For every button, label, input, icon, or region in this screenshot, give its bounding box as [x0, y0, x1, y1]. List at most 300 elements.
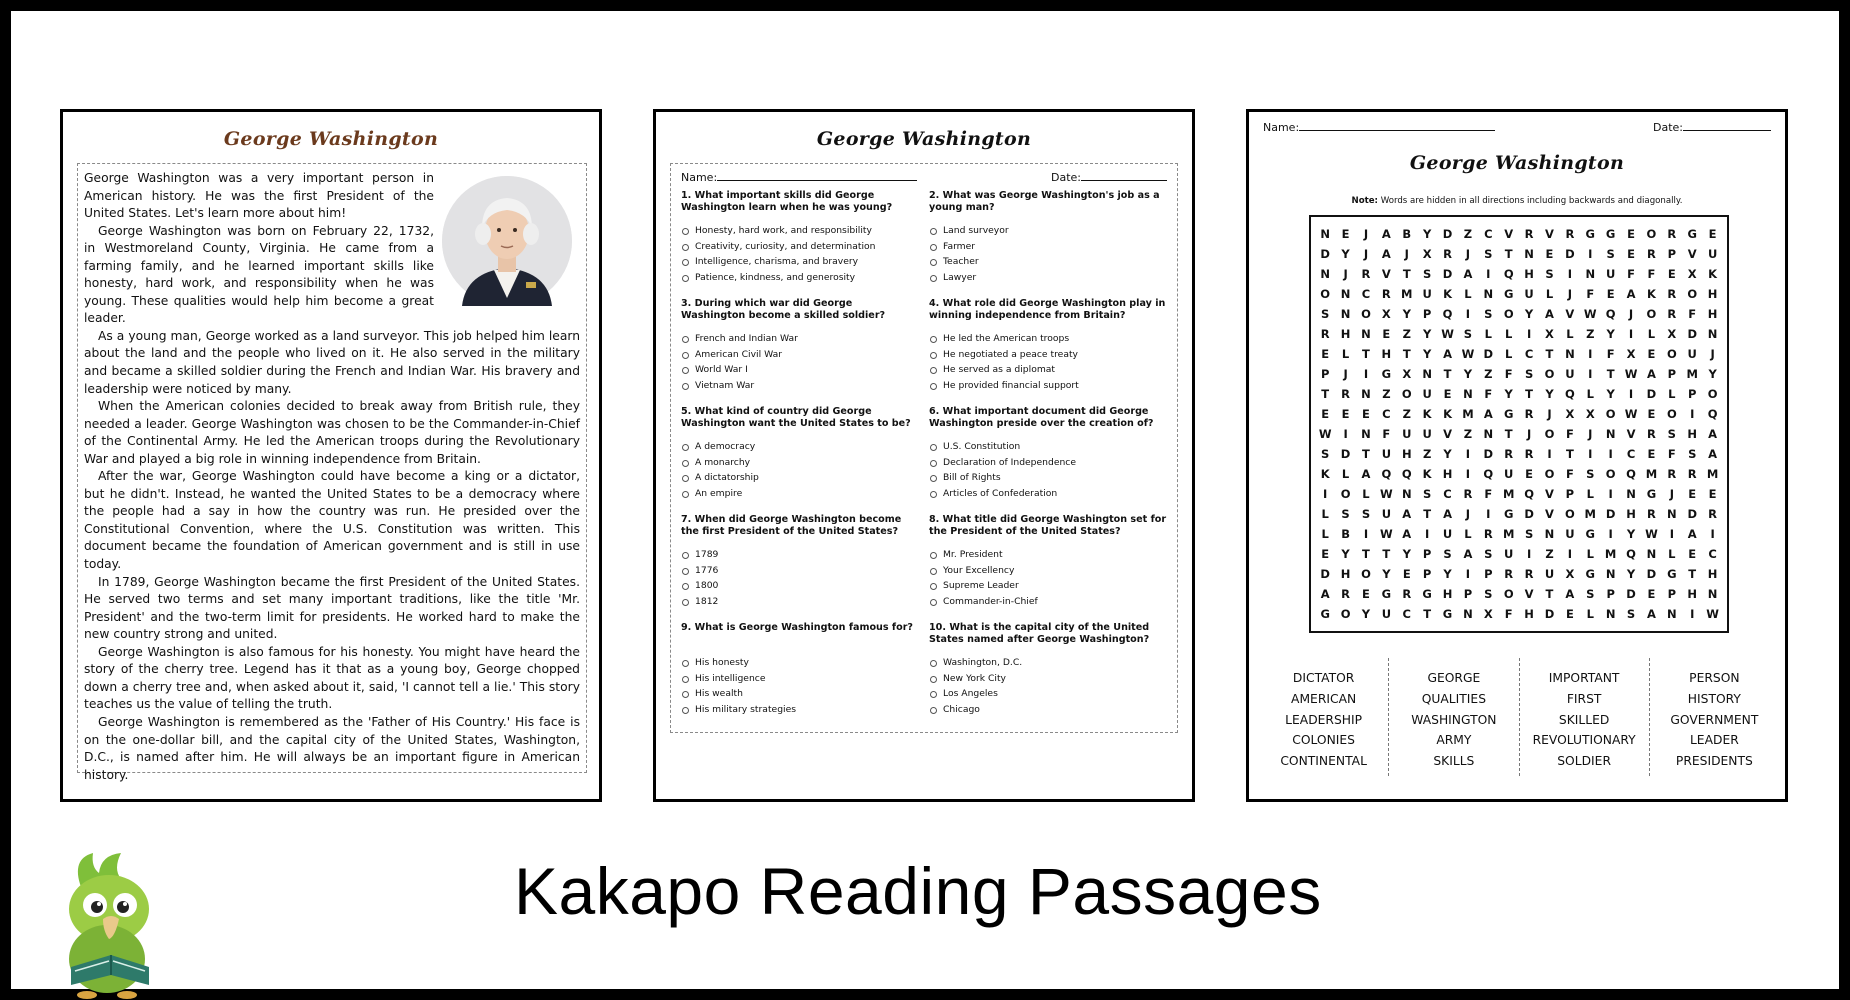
grid-letter: R — [1647, 247, 1656, 261]
grid-letter: H — [1524, 607, 1534, 621]
canvas — [11, 11, 1839, 989]
grid-letter: D — [1646, 567, 1657, 581]
answer-option[interactable]: 1789 — [681, 547, 919, 563]
answer-option[interactable]: Commander-in-Chief — [929, 594, 1167, 610]
grid-letter: R — [1463, 487, 1473, 501]
answer-option[interactable]: He served as a diplomat — [929, 362, 1167, 378]
grid-letter: R — [1524, 447, 1534, 461]
passage-paragraph-6: In 1789, George Washington became the first President of the United States. He served two terms and set many important traditions, like the title 'Mr. President' and the two-term limit for presidents. He worked hard to make the new country strong and united. — [84, 574, 580, 642]
word-bank-word: PERSON — [1689, 671, 1740, 685]
answer-option[interactable]: He negotiated a peace treaty — [929, 347, 1167, 363]
grid-letter: Y — [1402, 547, 1411, 561]
grid-letter: E — [1545, 247, 1554, 261]
grid-letter: P — [1667, 587, 1677, 601]
grid-letter: E — [1362, 407, 1370, 421]
grid-row — [1315, 507, 1723, 527]
grid-letter: U — [1381, 447, 1392, 461]
grid-letter: E — [1341, 407, 1350, 421]
grid-letter: X — [1667, 327, 1677, 341]
grid-letter: O — [1707, 387, 1718, 401]
grid-letter: L — [1321, 527, 1329, 541]
grid-letter: U — [1504, 467, 1514, 481]
answer-option[interactable]: Vietnam War — [681, 378, 919, 394]
grid-letter: O — [1503, 307, 1514, 321]
grid-letter: A — [1646, 367, 1656, 381]
word-bank-word: GOVERNMENT — [1670, 712, 1759, 727]
grid-letter: J — [1567, 287, 1573, 301]
answer-option[interactable]: Articles of Confederation — [929, 486, 1167, 502]
grid-letter: Q — [1483, 467, 1494, 481]
answer-option[interactable]: U.S. Constitution — [929, 439, 1167, 455]
grid-letter: T — [1504, 427, 1513, 441]
grid-letter: A — [1708, 447, 1718, 461]
ws-title: George Washington — [1409, 152, 1625, 174]
grid-letter: I — [1690, 407, 1695, 421]
answer-option[interactable]: American Civil War — [681, 347, 919, 363]
grid-letter: F — [1586, 287, 1595, 301]
grid-letter: Z — [1586, 327, 1595, 341]
word-search-grid — [1309, 215, 1729, 633]
grid-letter: B — [1341, 527, 1350, 541]
grid-letter: V — [1443, 427, 1452, 441]
grid-letter: O — [1646, 227, 1657, 241]
grid-letter: N — [1605, 427, 1616, 441]
grid-letter: D — [1646, 387, 1657, 401]
grid-letter: U — [1422, 427, 1432, 441]
passage-paragraph-5: After the war, George Washington could have become a king or a dictator, but he didn't. Instead, he wanted the United States to be a democracy where the people had a say in how the country was run. He presided over the Constitutional Convention, where the U.S. Constitution was written. This document became the foundation of American government and is still in use today. — [84, 469, 580, 572]
grid-letter: W — [1461, 347, 1475, 361]
answer-options — [681, 547, 919, 609]
answer-option[interactable]: His wealth — [681, 686, 919, 702]
grid-letter: U — [1565, 367, 1575, 381]
grid-letter: V — [1381, 267, 1391, 281]
question-text: 2. What was George Washington's job as a young man? — [929, 190, 1160, 213]
quiz-name-line — [717, 170, 917, 181]
answer-option[interactable]: Supreme Leader — [929, 578, 1167, 594]
grid-letter: J — [1343, 267, 1348, 281]
grid-letter: J — [1363, 227, 1369, 241]
grid-letter: V — [1524, 587, 1534, 601]
grid-letter: L — [1586, 387, 1594, 401]
grid-letter: M — [1502, 527, 1515, 541]
grid-letter: T — [1545, 347, 1554, 361]
grid-letter: S — [1321, 307, 1330, 321]
grid-letter: Y — [1422, 227, 1432, 241]
answer-option[interactable]: Los Angeles — [929, 686, 1167, 702]
grid-letter: E — [1402, 567, 1411, 581]
grid-letter: O — [1666, 347, 1677, 361]
grid-letter: P — [1606, 587, 1615, 601]
grid-letter: O — [1503, 587, 1514, 601]
grid-letter: J — [1588, 427, 1593, 441]
grid-letter: I — [1588, 447, 1593, 461]
grid-letter: U — [1565, 527, 1575, 541]
question-text: 5. What kind of country did George Washington want the United States to be? — [681, 406, 911, 429]
grid-letter: Z — [1545, 547, 1554, 561]
grid-letter: A — [1443, 347, 1452, 361]
passage-paragraph-7: George Washington is also famous for his honesty. You might have heard the story of the cherry tree. Legend has it that as a young boy, George chopped down a cherry tree and, when asked about it, said, 'I cannot tell a lie.' This story teaches us the value of telling the truth. — [84, 644, 580, 712]
grid-letter: R — [1443, 247, 1452, 261]
grid-letter: H — [1687, 427, 1698, 441]
grid-letter: U — [1544, 567, 1555, 581]
grid-letter: I — [1323, 487, 1328, 501]
answer-option[interactable]: His honesty — [681, 655, 919, 671]
answer-option[interactable]: French and Indian War — [681, 331, 919, 347]
grid-letter: O — [1361, 307, 1371, 321]
word-bank-word: FIRST — [1566, 691, 1602, 706]
grid-letter: I — [1588, 247, 1593, 261]
answer-option[interactable]: A monarchy — [681, 455, 919, 471]
grid-letter: F — [1565, 467, 1574, 481]
grid-letter: F — [1382, 427, 1391, 441]
grid-letter: V — [1687, 247, 1697, 261]
answer-option[interactable]: Chicago — [929, 702, 1167, 718]
grid-letter: S — [1484, 307, 1493, 321]
answer-option[interactable]: 1812 — [681, 594, 919, 610]
grid-letter: A — [1443, 507, 1452, 521]
grid-letter: K — [1443, 287, 1452, 301]
grid-letter: N — [1646, 547, 1657, 561]
quiz-question — [929, 622, 1167, 730]
grid-letter: K — [1320, 467, 1330, 481]
grid-letter: J — [1526, 427, 1532, 441]
answer-option[interactable]: He provided financial support — [929, 378, 1167, 394]
grid-letter: D — [1544, 607, 1555, 621]
word-bank-word: REVOLUTIONARY — [1532, 733, 1636, 748]
answer-option[interactable]: Honesty, hard work, and responsibility — [681, 223, 919, 239]
grid-letter: L — [1545, 287, 1554, 301]
grid-letter: J — [1363, 247, 1369, 261]
kakapo-parrot-logo — [41, 847, 181, 1000]
grid-letter: I — [1547, 447, 1552, 461]
grid-letter: D — [1483, 447, 1494, 461]
grid-letter: E — [1443, 387, 1452, 401]
grid-letter: O — [1544, 367, 1555, 381]
grid-letter: F — [1484, 387, 1493, 401]
grid-letter: W — [1706, 607, 1719, 621]
question-text: 3. During which war did George Washington become a skilled soldier? — [681, 298, 886, 321]
grid-row — [1315, 387, 1723, 407]
grid-letter: G — [1503, 287, 1514, 301]
grid-letter: L — [1647, 327, 1656, 341]
reading-passage-sheet — [60, 109, 602, 802]
answer-option[interactable]: Lawyer — [929, 270, 1167, 286]
grid-letter: T — [1362, 547, 1370, 561]
grid-letter: E — [1627, 227, 1635, 241]
grid-letter: G — [1503, 407, 1514, 421]
quiz-date-label: Date: — [1051, 171, 1081, 184]
grid-letter: L — [1362, 487, 1370, 501]
answer-option[interactable]: His intelligence — [681, 671, 919, 687]
grid-letter: F — [1627, 267, 1635, 281]
answer-option[interactable]: Farmer — [929, 239, 1167, 255]
grid-letter: T — [1423, 607, 1432, 621]
grid-letter: O — [1544, 467, 1555, 481]
grid-letter: E — [1606, 287, 1615, 301]
grid-letter: C — [1402, 607, 1411, 621]
answer-option[interactable]: Land surveyor — [929, 223, 1167, 239]
grid-letter: I — [1465, 307, 1471, 321]
grid-letter: E — [1627, 247, 1635, 261]
grid-row — [1315, 347, 1723, 367]
grid-letter: V — [1545, 227, 1554, 241]
grid-letter: I — [1710, 527, 1715, 541]
grid-letter: G — [1687, 227, 1697, 241]
grid-letter: M — [1401, 287, 1413, 301]
answer-option[interactable]: Creativity, curiosity, and determination — [681, 239, 919, 255]
grid-letter: M — [1584, 507, 1596, 521]
grid-letter: Y — [1626, 527, 1636, 541]
grid-letter: E — [1708, 227, 1717, 241]
grid-letter: C — [1708, 547, 1717, 561]
answer-option[interactable]: Bill of Rights — [929, 470, 1167, 486]
grid-letter: D — [1320, 247, 1330, 261]
grid-letter: Y — [1443, 567, 1452, 581]
quiz-questions — [681, 190, 1167, 730]
grid-letter: V — [1545, 487, 1554, 501]
grid-letter: X — [1585, 407, 1595, 421]
word-bank-word: DICTATOR — [1292, 671, 1355, 685]
word-bank-word: GEORGE — [1427, 671, 1481, 685]
grid-letter: K — [1422, 467, 1432, 481]
grid-letter: H — [1442, 467, 1453, 481]
grid-letter: H — [1340, 327, 1351, 341]
grid-letter: R — [1565, 227, 1575, 241]
answer-option[interactable]: Intelligence, charisma, and bravery — [681, 254, 919, 270]
grid-letter: H — [1442, 587, 1453, 601]
grid-row — [1315, 367, 1723, 387]
grid-letter: T — [1362, 347, 1370, 361]
answer-option[interactable]: Declaration of Independence — [929, 455, 1167, 471]
grid-row — [1315, 407, 1723, 427]
answer-option[interactable]: Your Excellency — [929, 563, 1167, 579]
grid-letter: G — [1422, 587, 1432, 601]
grid-letter: I — [1690, 607, 1695, 621]
quiz-question — [929, 406, 1167, 514]
grid-letter: S — [1341, 507, 1350, 521]
grid-letter: Z — [1402, 327, 1411, 341]
grid-letter: N — [1463, 387, 1473, 401]
quiz-name-date — [681, 170, 1167, 184]
grid-letter: U — [1422, 387, 1432, 401]
grid-letter: V — [1545, 507, 1554, 521]
grid-letter: J — [1465, 507, 1471, 521]
answer-option[interactable]: 1800 — [681, 578, 919, 594]
answer-option[interactable]: World War I — [681, 362, 919, 378]
grid-letter: I — [1588, 347, 1593, 361]
grid-row — [1315, 287, 1723, 307]
question-text: 6. What important document did George Washington preside over the creation of? — [929, 406, 1154, 429]
grid-letter: J — [1710, 347, 1715, 361]
grid-row — [1315, 487, 1723, 507]
grid-letter: U — [1381, 607, 1392, 621]
grid-letter: T — [1402, 267, 1411, 281]
answer-options — [929, 223, 1167, 285]
answer-options — [681, 331, 919, 393]
grid-letter: E — [1321, 407, 1330, 421]
grid-letter: F — [1647, 267, 1656, 281]
grid-letter: X — [1381, 307, 1391, 321]
answer-option[interactable]: He led the American troops — [929, 331, 1167, 347]
grid-letter: N — [1320, 227, 1330, 241]
grid-letter: X — [1626, 347, 1636, 361]
answer-option[interactable]: His military strategies — [681, 702, 919, 718]
question-text: 4. What role did George Washington play in winning independence from Britain? — [929, 298, 1166, 321]
word-bank-word: QUALITIES — [1421, 691, 1487, 706]
word-bank-word: HISTORY — [1687, 691, 1741, 706]
grid-letter: A — [1402, 507, 1412, 521]
grid-letter: N — [1340, 287, 1351, 301]
grid-letter: N — [1483, 427, 1494, 441]
grid-letter: A — [1687, 527, 1697, 541]
answer-option[interactable]: Teacher — [929, 254, 1167, 270]
grid-letter: R — [1524, 567, 1534, 581]
answer-option[interactable]: Washington, D.C. — [929, 655, 1167, 671]
passage-paragraph-2: George Washington was born on February 22, 1732, in Westmoreland County, Virginia. He came from a farming family, and he learned important skills like honesty, hard work, and responsibility when he was young. These qualities would help him become a great leader. — [84, 223, 434, 326]
grid-letter: A — [1545, 307, 1554, 321]
grid-letter: U — [1605, 267, 1616, 281]
grid-letter: L — [1464, 527, 1472, 541]
grid-letter: O — [1605, 407, 1616, 421]
grid-letter: B — [1402, 227, 1412, 241]
grid-letter: Q — [1564, 387, 1575, 401]
grid-letter: N — [1667, 507, 1677, 521]
grid-letter: W — [1380, 487, 1393, 501]
grid-letter: L — [1505, 327, 1513, 341]
grid-letter: O — [1564, 507, 1575, 521]
grid-letter: L — [1668, 547, 1676, 561]
answer-option[interactable]: New York City — [929, 671, 1167, 687]
grid-letter: H — [1381, 347, 1392, 361]
answer-option[interactable]: An empire — [681, 486, 919, 502]
grid-letter: I — [1588, 367, 1593, 381]
grid-letter: D — [1626, 587, 1636, 601]
grid-letter: Q — [1605, 307, 1616, 321]
grid-letter: F — [1484, 487, 1493, 501]
grid-letter: I — [1343, 427, 1348, 441]
grid-letter: R — [1361, 267, 1371, 281]
grid-letter: G — [1667, 567, 1677, 581]
answer-option[interactable]: A democracy — [681, 439, 919, 455]
grid-letter: V — [1626, 427, 1636, 441]
grid-letter: P — [1565, 487, 1575, 501]
grid-letter: L — [1586, 547, 1594, 561]
grid-letter: N — [1483, 287, 1494, 301]
quiz-question — [681, 514, 919, 622]
grid-letter: A — [1402, 527, 1412, 541]
grid-letter: I — [1628, 387, 1634, 401]
quiz-question — [681, 406, 919, 514]
answer-option[interactable]: 1776 — [681, 563, 919, 579]
grid-letter: N — [1361, 327, 1371, 341]
grid-letter: Y — [1606, 327, 1615, 341]
grid-letter: O — [1401, 387, 1412, 401]
grid-letter: G — [1503, 507, 1514, 521]
word-bank-word: IMPORTANT — [1548, 671, 1620, 685]
grid-letter: F — [1667, 447, 1676, 461]
grid-letter: C — [1626, 447, 1636, 461]
grid-letter: X — [1687, 267, 1697, 281]
grid-letter: P — [1422, 307, 1432, 321]
grid-row — [1315, 307, 1723, 327]
quiz-sheet — [653, 109, 1195, 802]
grid-letter: Y — [1422, 327, 1432, 341]
passage-text-box — [77, 163, 587, 782]
grid-letter: D — [1483, 347, 1494, 361]
word-bank — [1259, 658, 1779, 776]
grid-letter: M — [1502, 487, 1515, 501]
grid-letter: D — [1687, 507, 1697, 521]
quiz-question — [929, 514, 1167, 622]
grid-letter: R — [1687, 467, 1697, 481]
grid-letter: V — [1565, 307, 1575, 321]
grid-letter: R — [1708, 507, 1718, 521]
grid-letter: R — [1483, 527, 1493, 541]
grid-letter: I — [1628, 327, 1634, 341]
grid-letter: U — [1402, 427, 1412, 441]
answer-option[interactable]: Mr. President — [929, 547, 1167, 563]
grid-letter: Y — [1341, 547, 1350, 561]
grid-letter: S — [1524, 367, 1534, 381]
word-bank-word: SKILLED — [1558, 712, 1610, 727]
grid-letter: N — [1707, 327, 1718, 341]
grid-letter: Z — [1382, 387, 1391, 401]
grid-letter: G — [1585, 567, 1595, 581]
grid-letter: L — [1566, 327, 1574, 341]
grid-letter: T — [1321, 387, 1330, 401]
grid-letter: R — [1320, 327, 1330, 341]
grid-letter: D — [1340, 447, 1351, 461]
quiz-title: George Washington — [816, 128, 1032, 150]
grid-letter: S — [1667, 427, 1676, 441]
grid-letter: E — [1688, 487, 1697, 501]
grid-letter: R — [1524, 407, 1534, 421]
grid-letter: Y — [1626, 567, 1636, 581]
grid-letter: W — [1441, 327, 1454, 341]
grid-letter: X — [1483, 607, 1493, 621]
grid-letter: D — [1442, 227, 1453, 241]
grid-letter: G — [1646, 487, 1657, 501]
grid-letter: A — [1381, 227, 1391, 241]
grid-letter: X — [1402, 367, 1412, 381]
parrot-icon — [41, 847, 181, 1000]
grid-row — [1315, 567, 1723, 587]
grid-letter: D — [1605, 507, 1616, 521]
grid-letter: R — [1504, 447, 1514, 461]
grid-letter: N — [1340, 307, 1351, 321]
grid-letter: E — [1647, 447, 1656, 461]
grid-letter: Z — [1463, 427, 1473, 441]
grid-letter: A — [1381, 247, 1391, 261]
grid-letter: L — [1341, 467, 1350, 481]
grid-letter: D — [1565, 247, 1575, 261]
grid-letter: E — [1525, 467, 1534, 481]
washington-portrait — [442, 176, 572, 306]
grid-letter: W — [1624, 407, 1638, 421]
answer-option[interactable]: Patience, kindness, and generosity — [681, 270, 919, 286]
grid-letter: S — [1443, 547, 1452, 561]
answer-option[interactable]: A dictatorship — [681, 470, 919, 486]
grid-letter: O — [1340, 487, 1351, 501]
grid-letter: M — [1686, 367, 1698, 381]
grid-letter: I — [1526, 547, 1532, 561]
grid-letter: L — [1484, 327, 1492, 341]
grid-letter: C — [1484, 227, 1493, 241]
grid-letter: D — [1524, 507, 1534, 521]
grid-letter: F — [1565, 427, 1574, 441]
grid-letter: J — [1628, 307, 1634, 321]
grid-letter: E — [1321, 547, 1330, 561]
